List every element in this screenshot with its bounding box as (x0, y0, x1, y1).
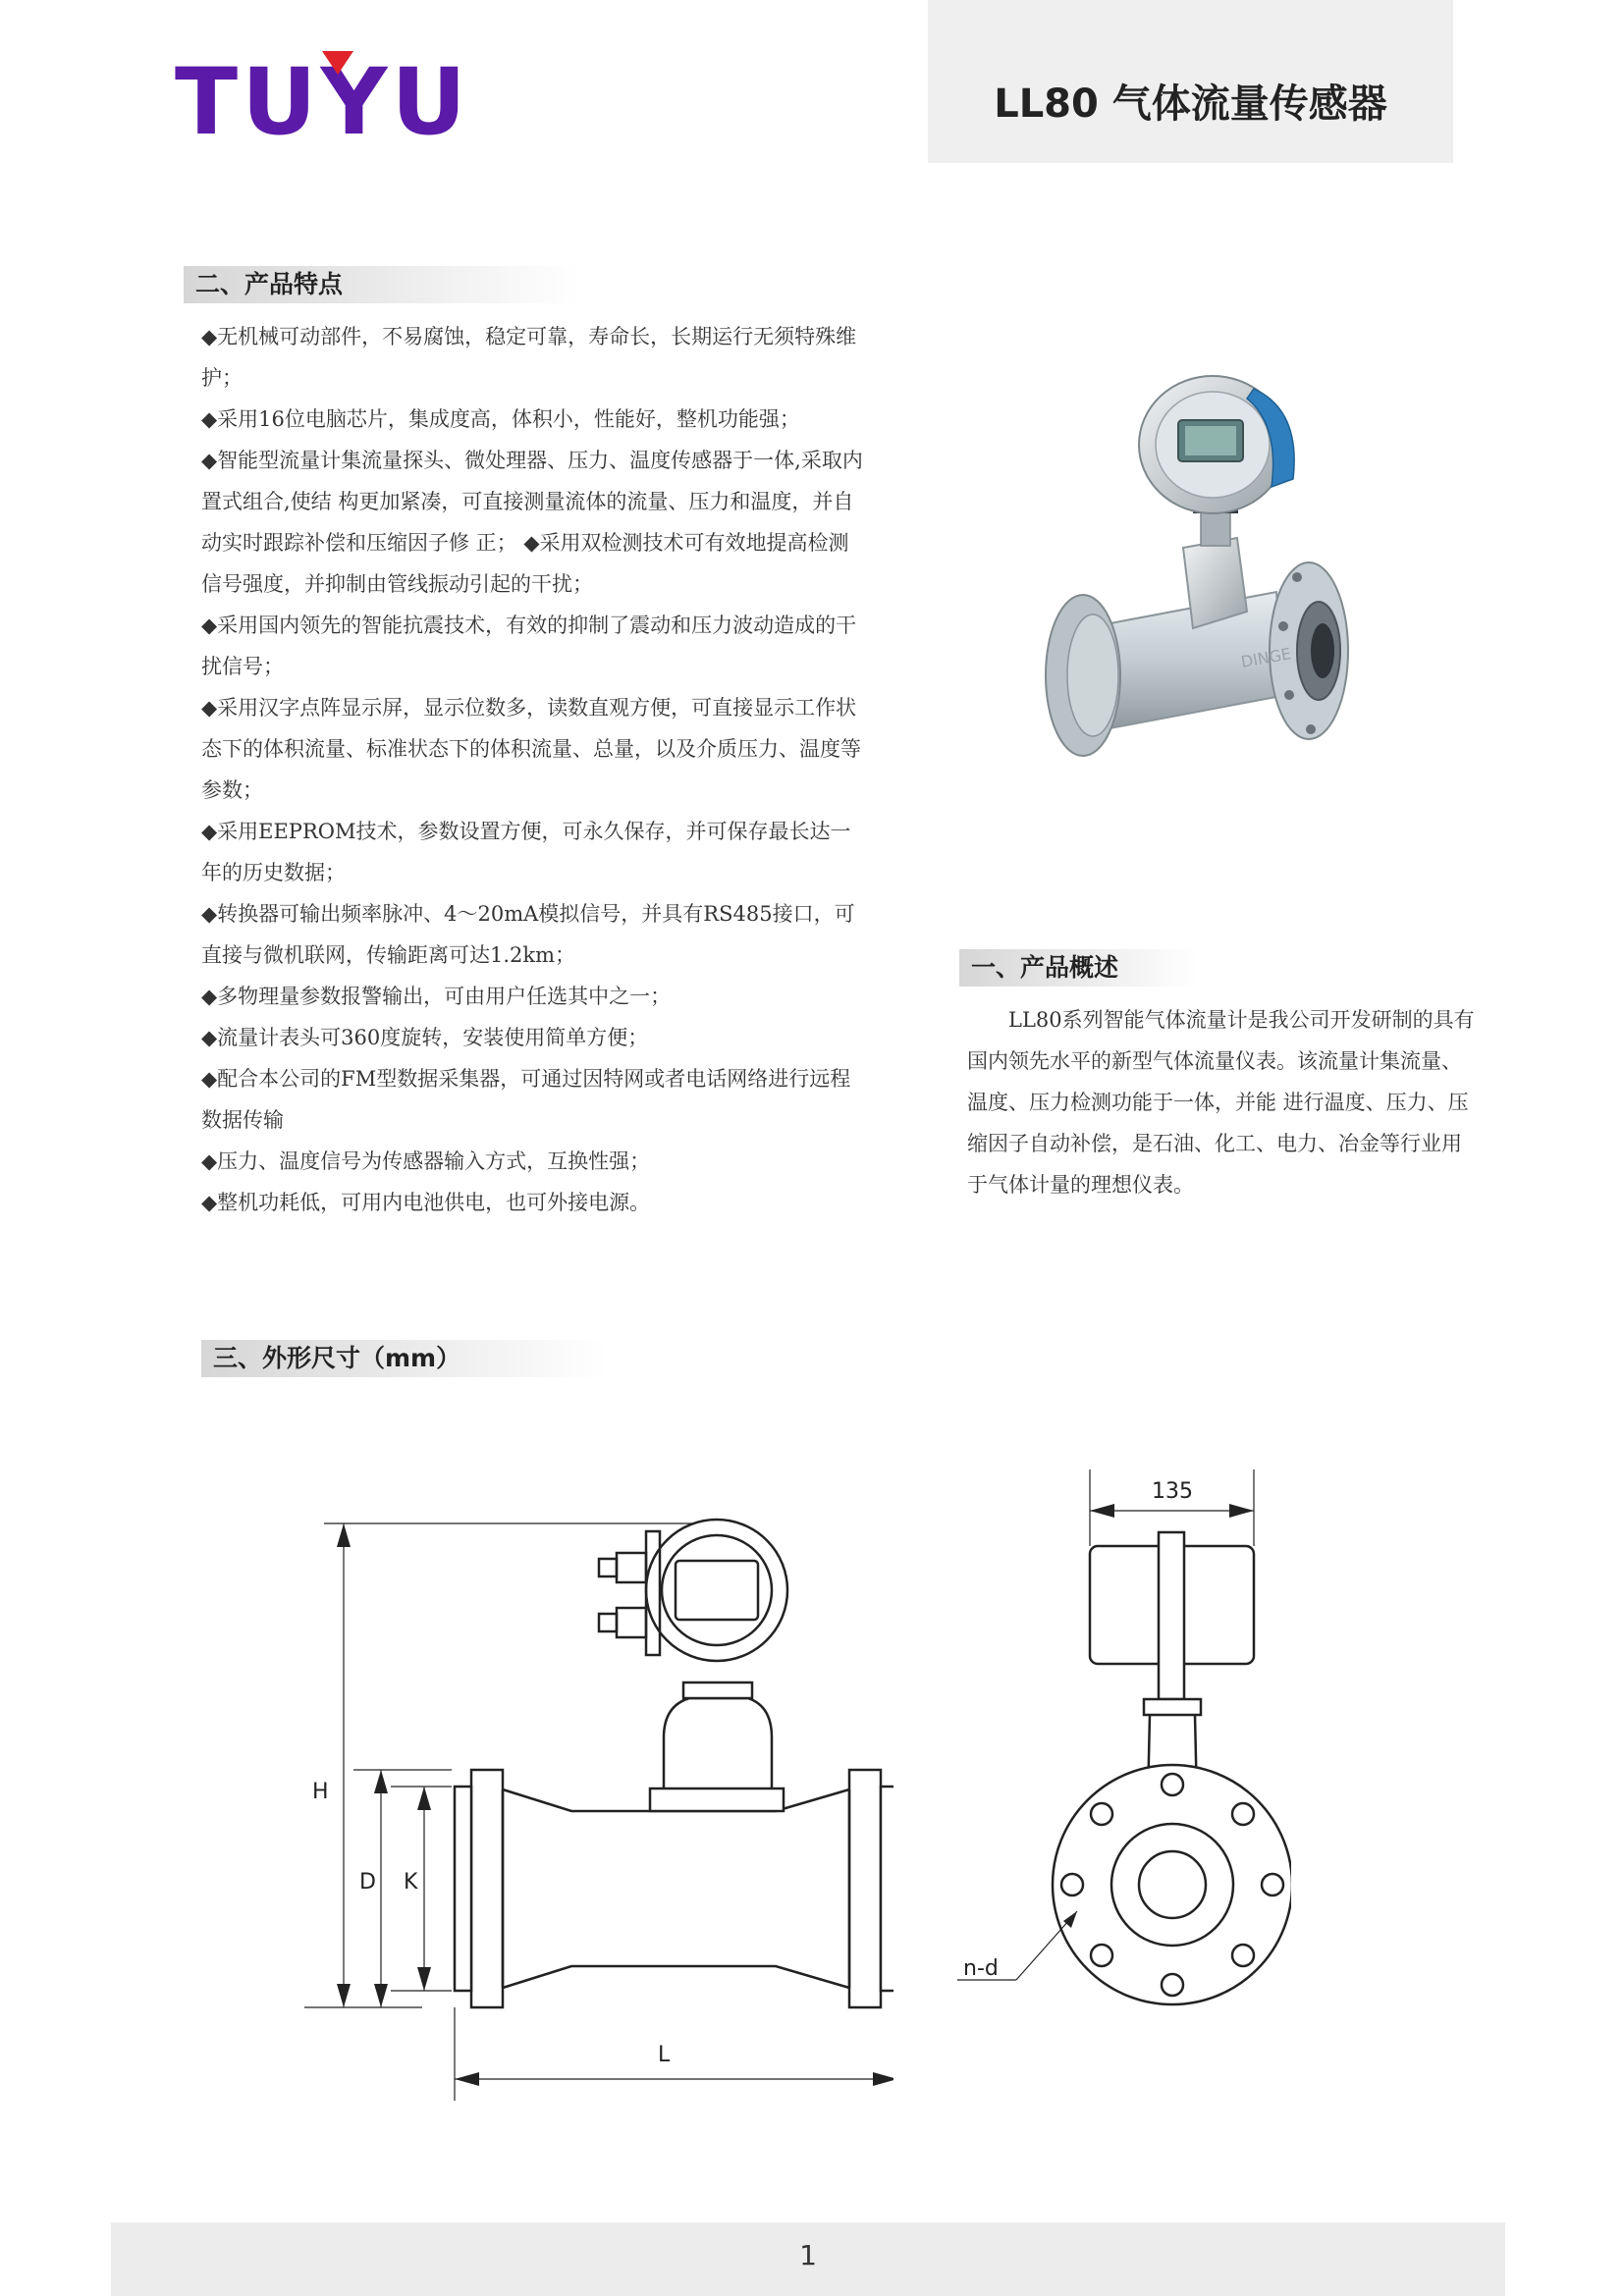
photo-brand-text: DINGE (1239, 644, 1293, 671)
brand-logo (175, 49, 470, 156)
label-d: D (359, 1870, 376, 1895)
feature-item: ◆压力、温度信号为传感器输入方式，互换性强； (201, 1149, 651, 1173)
logo-triangle-icon (322, 51, 353, 75)
feature-item: ◆智能型流量计集流量探头、微处理器、压力、温度传感器于一体,采取内置式组合,使结 构更加紧凑，可直接测量流体的流量、压力和温度，并自动实时跟踪补偿和压缩因子修 正； ◆采用双检测技术可有效地提高检测信号强度，并抑制由管线振动引起的干扰； (201, 449, 863, 596)
section-heading-dimensions: 三、外形尺寸（mm） (201, 1340, 606, 1377)
label-nd: n-d (963, 1956, 999, 1981)
document-title: LL80 气体流量传感器 (994, 81, 1387, 127)
section-heading-overview: 一、产品概述 (959, 949, 1197, 987)
end-view-drawing (957, 1468, 1291, 2017)
product-photo (1036, 371, 1370, 803)
feature-item: ◆整机功耗低，可用内电池供电，也可外接电源。 (201, 1191, 651, 1214)
feature-list (201, 316, 869, 1223)
label-k: K (404, 1870, 418, 1895)
label-135: 135 (1152, 1479, 1193, 1504)
page-number: 1 (799, 2239, 817, 2271)
feature-item: ◆采用16位电脑芯片，集成度高，体积小，性能好，整机功能强； (201, 407, 800, 431)
feature-item: ◆配合本公司的FM型数据采集器，可通过因特网或者电话网络进行远程数据传输 (201, 1067, 851, 1132)
feature-item: ◆采用汉字点阵显示屏，显示位数多，读数直观方便，可直接显示工作状态下的体积流量、标准状态下的体积流量、总量，以及介质压力、温度等参数； (201, 696, 861, 802)
label-h: H (312, 1780, 329, 1804)
feature-item: ◆采用EEPROM技术，参数设置方便，可永久保存，并可保存最长达一年的历史数据； (201, 820, 851, 884)
label-l: L (658, 2043, 671, 2067)
feature-item: ◆转换器可输出频率脉冲、4～20mA模拟信号，并具有RS485接口，可直接与微机联网，传输距离可达1.2km； (201, 902, 855, 967)
logo-text: TUYU (175, 49, 470, 156)
feature-item: ◆流量计表头可360度旋转，安装使用简单方便； (201, 1026, 649, 1049)
feature-item: ◆采用国内领先的智能抗震技术，有效的抑制了震动和压力波动造成的干扰信号； (201, 614, 857, 678)
side-view-drawing (304, 1512, 893, 2120)
overview-text: LL80系列智能气体流量计是我公司开发研制的具有国内领先水平的新型气体流量仪表。该流量计集流量、温度、压力检测功能于一体，并能 进行温度、压力、压缩因子自动补偿，是石油、化工、电力、冶金等行业用于气体计量的理想仪表。 (967, 1008, 1475, 1197)
feature-item: ◆多物理量参数报警输出，可由用户任选其中之一； (201, 985, 672, 1008)
feature-item: ◆无机械可动部件，不易腐蚀，稳定可靠，寿命长，长期运行无须特殊维护； (201, 325, 857, 390)
section-heading-features: 二、产品特点 (184, 266, 578, 303)
